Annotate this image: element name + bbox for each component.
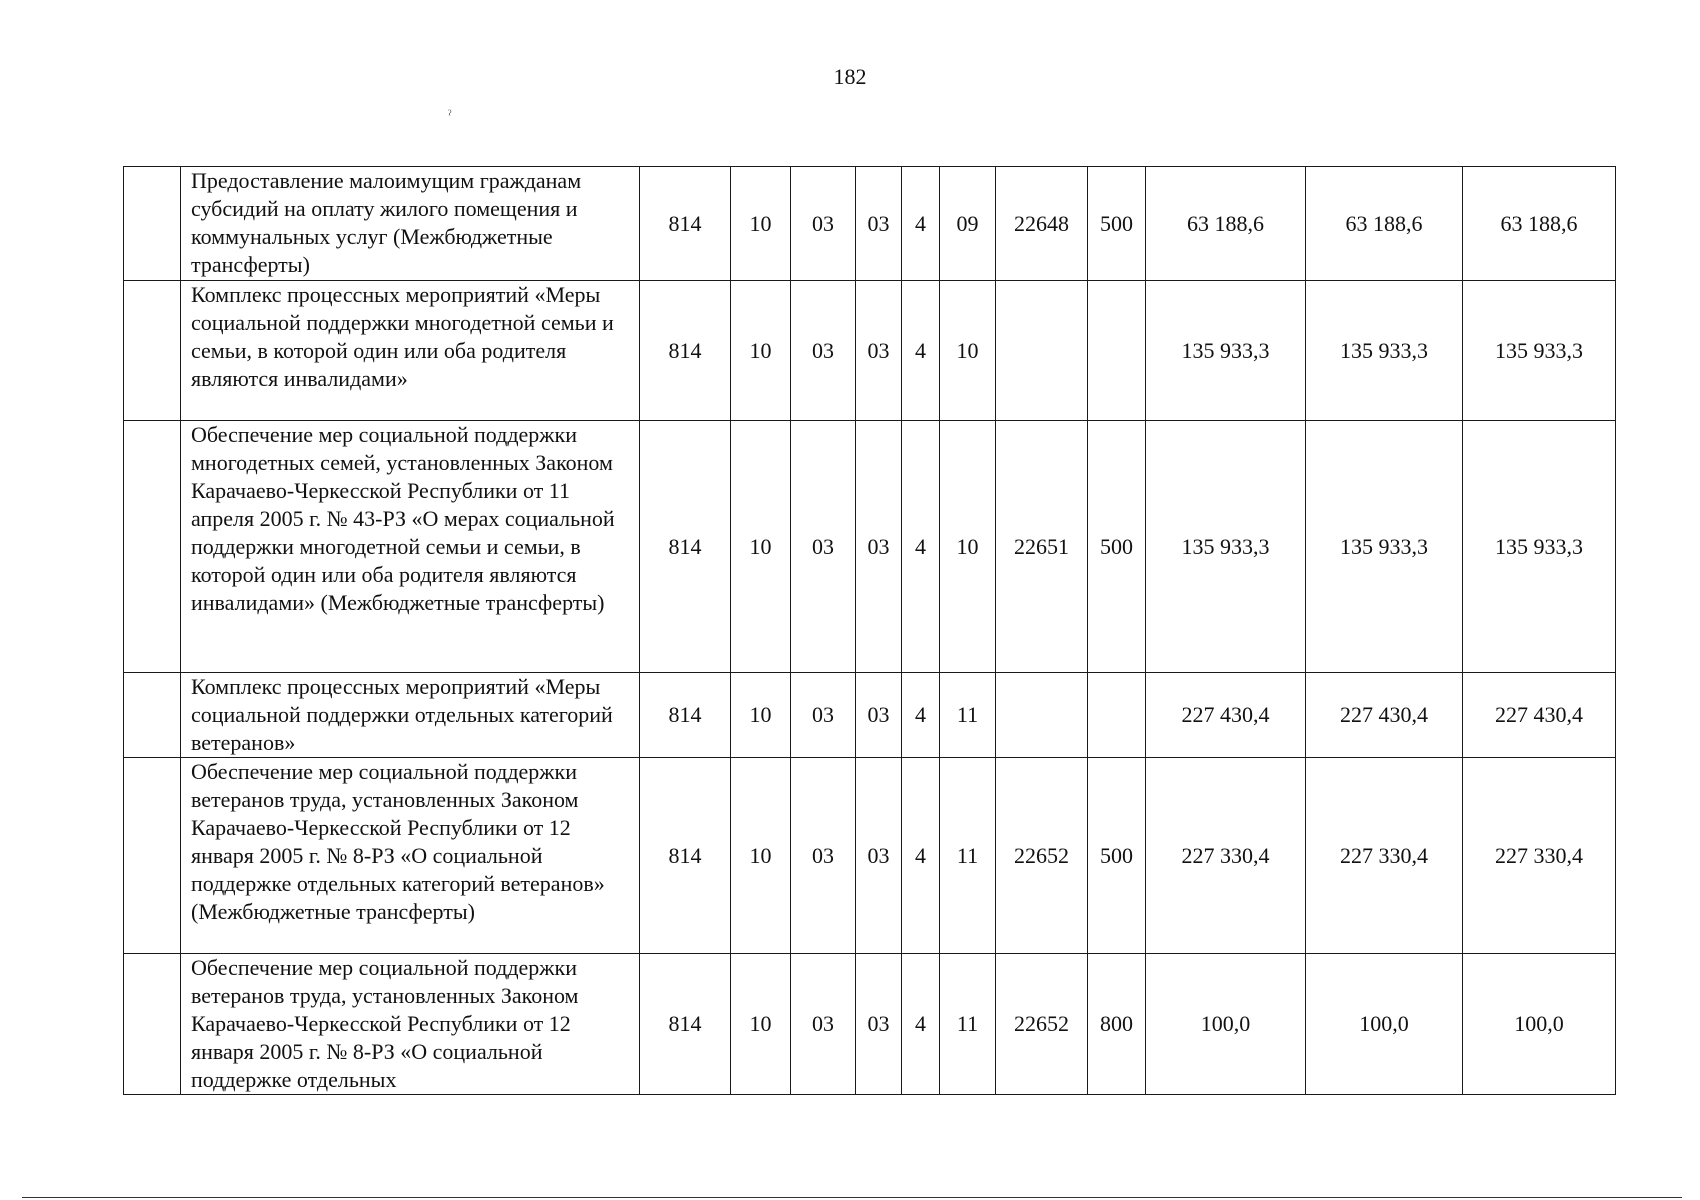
budget-table-wrapper [123, 166, 1616, 1095]
program-code-cell: 03 [856, 954, 902, 1095]
event-code-cell: 11 [940, 758, 996, 954]
subprogram-code-cell: 4 [902, 421, 940, 673]
subprogram-code-cell: 4 [902, 673, 940, 758]
row-description: Предоставление малоимущим гражданам субсидий на оплату жилого помещения и коммунальных услуг (Межбюджетные трансферты) [181, 167, 640, 281]
direction-code-cell: 22651 [996, 421, 1088, 673]
event-code-cell: 11 [940, 954, 996, 1095]
table-row [124, 954, 1616, 1095]
row-index-cell [124, 673, 181, 758]
ministry-code-cell: 814 [640, 167, 731, 281]
event-code-cell: 10 [940, 421, 996, 673]
program-code-cell: 03 [856, 421, 902, 673]
expense-type-code-cell: 800 [1088, 954, 1146, 1095]
direction-code-cell [996, 281, 1088, 421]
row-index-cell [124, 167, 181, 281]
row-description: Комплекс процессных мероприятий «Меры социальной поддержки многодетной семьи и семьи, в которой один или оба родителя являются инвалидами» [181, 281, 640, 421]
subsection-code-cell: 03 [791, 281, 856, 421]
row-description: Комплекс процессных мероприятий «Меры социальной поддержки отдельных категорий ветеранов» [181, 673, 640, 758]
section-code-cell: 10 [731, 758, 791, 954]
table-row [124, 167, 1616, 281]
budget-table-body [124, 167, 1616, 1095]
amount-year-1-cell: 100,0 [1146, 954, 1306, 1095]
subprogram-code-cell: 4 [902, 281, 940, 421]
table-row [124, 673, 1616, 758]
ministry-code-cell: 814 [640, 673, 731, 758]
subsection-code-cell: 03 [791, 421, 856, 673]
amount-year-3-cell: 135 933,3 [1463, 281, 1616, 421]
scan-artifact-mark: ˀ [448, 108, 452, 123]
expense-type-code-cell [1088, 281, 1146, 421]
amount-year-3-cell: 227 430,4 [1463, 673, 1616, 758]
table-row [124, 421, 1616, 673]
row-description: Обеспечение мер социальной поддержки многодетных семей, установленных Законом Карачаево-Черкесской Республики от 11 апреля 2005 г. № 43-РЗ «О мерах социальной поддержки многодетной семьи и семьи, в которой один или оба родителя являются инвалидами» (Межбюджетные трансферты) [181, 421, 640, 673]
amount-year-2-cell: 135 933,3 [1306, 281, 1463, 421]
ministry-code-cell: 814 [640, 954, 731, 1095]
row-index-cell [124, 421, 181, 673]
amount-year-2-cell: 100,0 [1306, 954, 1463, 1095]
event-code-cell: 10 [940, 281, 996, 421]
program-code-cell: 03 [856, 758, 902, 954]
subsection-code-cell: 03 [791, 954, 856, 1095]
subsection-code-cell: 03 [791, 758, 856, 954]
section-code-cell: 10 [731, 954, 791, 1095]
program-code-cell: 03 [856, 673, 902, 758]
expense-type-code-cell: 500 [1088, 167, 1146, 281]
ministry-code-cell: 814 [640, 758, 731, 954]
program-code-cell: 03 [856, 167, 902, 281]
row-description: Обеспечение мер социальной поддержки ветеранов труда, установленных Законом Карачаево-Черкесской Республики от 12 января 2005 г. № 8-РЗ «О социальной поддержке отдельных категорий ветеранов» (Межбюджетные трансферты) [181, 758, 640, 954]
ministry-code-cell: 814 [640, 421, 731, 673]
event-code-cell: 11 [940, 673, 996, 758]
subprogram-code-cell: 4 [902, 954, 940, 1095]
program-code-cell: 03 [856, 281, 902, 421]
section-code-cell: 10 [731, 281, 791, 421]
table-row [124, 758, 1616, 954]
direction-code-cell: 22652 [996, 954, 1088, 1095]
amount-year-1-cell: 63 188,6 [1146, 167, 1306, 281]
subprogram-code-cell: 4 [902, 758, 940, 954]
row-index-cell [124, 281, 181, 421]
expense-type-code-cell: 500 [1088, 421, 1146, 673]
row-index-cell [124, 954, 181, 1095]
row-index-cell [124, 758, 181, 954]
ministry-code-cell: 814 [640, 281, 731, 421]
row-description: Обеспечение мер социальной поддержки ветеранов труда, установленных Законом Карачаево-Черкесской Республики от 12 января 2005 г. № 8-РЗ «О социальной поддержке отдельных [181, 954, 640, 1095]
amount-year-1-cell: 227 430,4 [1146, 673, 1306, 758]
section-code-cell: 10 [731, 421, 791, 673]
amount-year-3-cell: 227 330,4 [1463, 758, 1616, 954]
page-number: 182 [833, 64, 867, 89]
subprogram-code-cell: 4 [902, 167, 940, 281]
section-code-cell: 10 [731, 167, 791, 281]
amount-year-2-cell: 227 430,4 [1306, 673, 1463, 758]
table-row [124, 281, 1616, 421]
amount-year-3-cell: 100,0 [1463, 954, 1616, 1095]
amount-year-2-cell: 227 330,4 [1306, 758, 1463, 954]
amount-year-1-cell: 227 330,4 [1146, 758, 1306, 954]
amount-year-1-cell: 135 933,3 [1146, 421, 1306, 673]
budget-table [123, 166, 1616, 1095]
amount-year-2-cell: 63 188,6 [1306, 167, 1463, 281]
expense-type-code-cell [1088, 673, 1146, 758]
direction-code-cell: 22652 [996, 758, 1088, 954]
direction-code-cell [996, 673, 1088, 758]
bottom-rule [22, 1197, 1682, 1198]
amount-year-1-cell: 135 933,3 [1146, 281, 1306, 421]
section-code-cell: 10 [731, 673, 791, 758]
expense-type-code-cell: 500 [1088, 758, 1146, 954]
amount-year-3-cell: 135 933,3 [1463, 421, 1616, 673]
amount-year-3-cell: 63 188,6 [1463, 167, 1616, 281]
subsection-code-cell: 03 [791, 673, 856, 758]
subsection-code-cell: 03 [791, 167, 856, 281]
direction-code-cell: 22648 [996, 167, 1088, 281]
event-code-cell: 09 [940, 167, 996, 281]
amount-year-2-cell: 135 933,3 [1306, 421, 1463, 673]
